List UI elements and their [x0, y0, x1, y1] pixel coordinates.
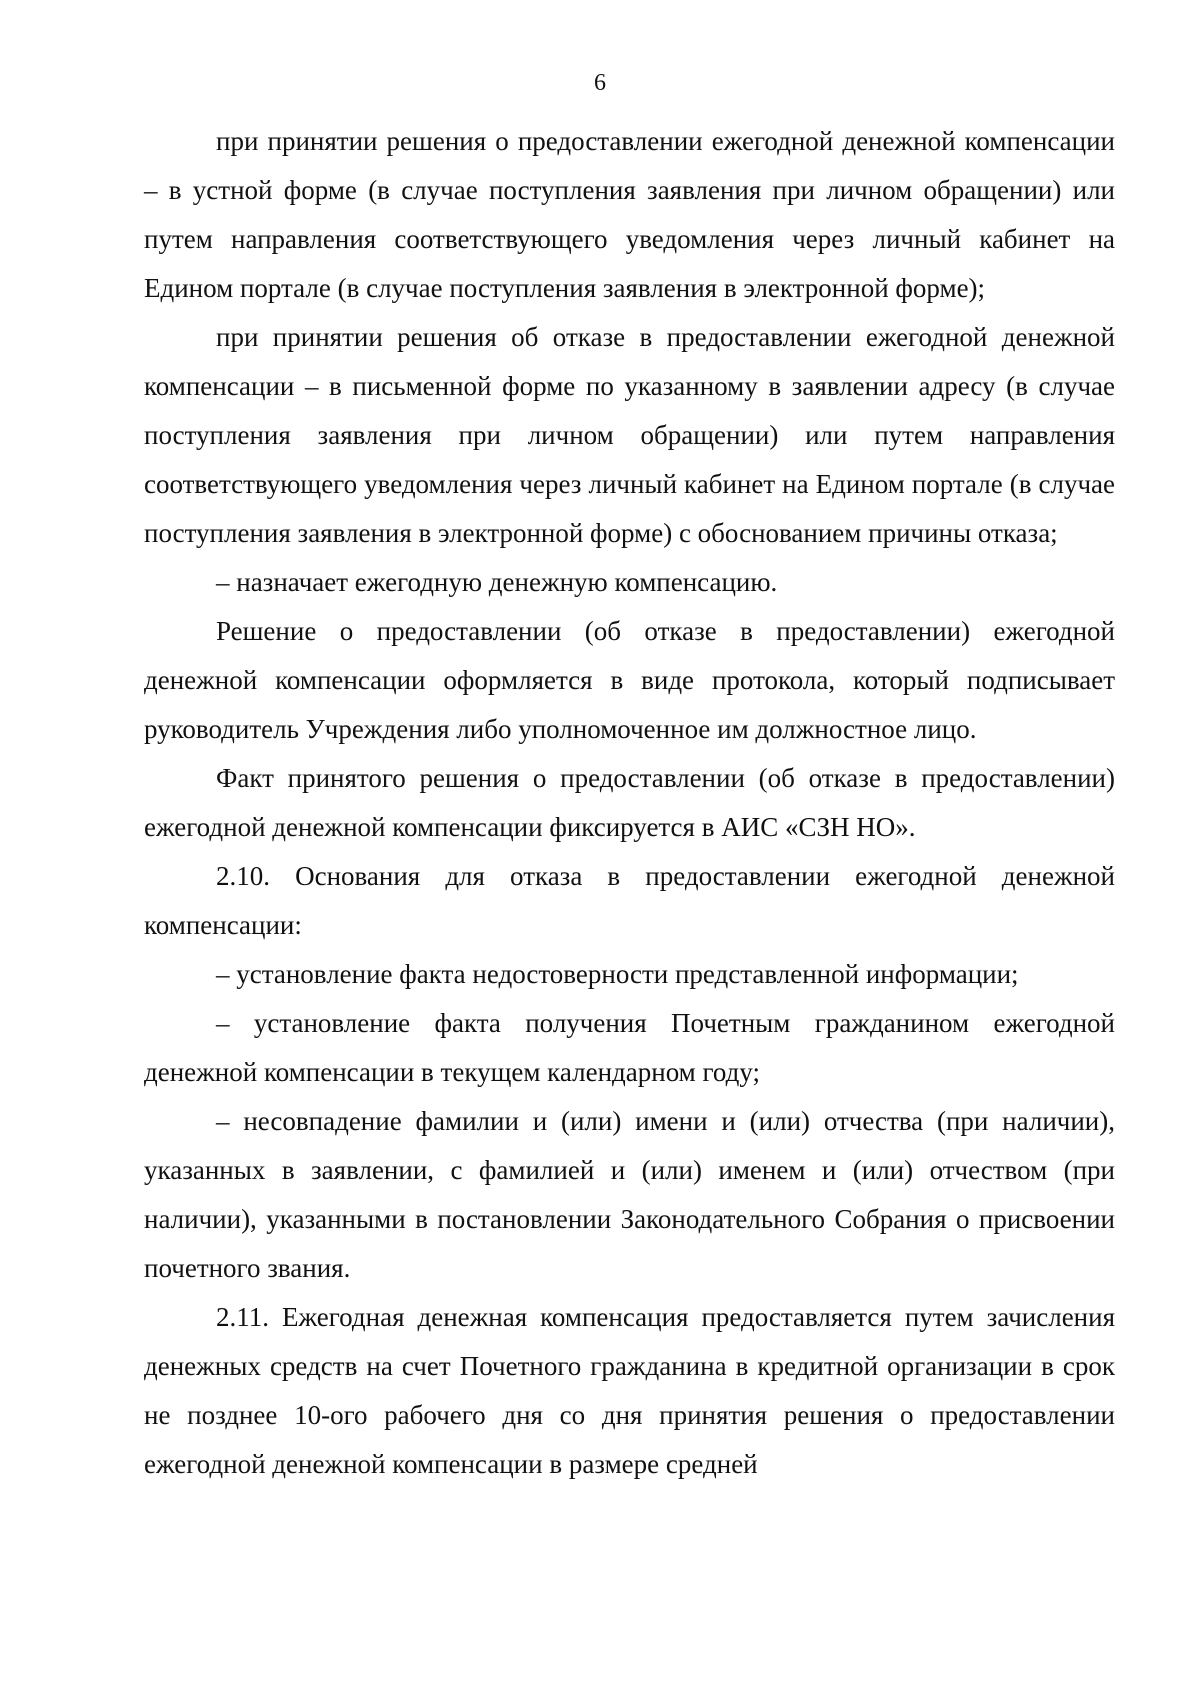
paragraph-ground-name-mismatch: – несовпадение фамилии и (или) имени и (или) отчества (при наличии), указанных в заявлении, с фамилией и (или) именем и (или) отчеством (при наличии), указанными в постановлении Законодательного Собрания о присвоении почетного звания.	[144, 1106, 1115, 1283]
paragraph-section-2-10: 2.10. Основания для отказа в предоставлении ежегодной денежной компенсации:	[144, 861, 1115, 940]
paragraph-ground-already-received: – установление факта получения Почетным гражданином ежегодной денежной компенсации в текущем календарном году;	[144, 1008, 1115, 1087]
paragraph-section-2-11: 2.11. Ежегодная денежная компенсация предоставляется путем зачисления денежных средств на счет Почетного гражданина в кредитной организации в срок не позднее 10-ого рабочего дня со дня принятия решения о предоставлении ежегодной денежной компенсации в размере средней	[144, 1302, 1115, 1479]
paragraph-decision-recorded: Факт принятого решения о предоставлении (об отказе в предоставлении) ежегодной денежной компенсации фиксируется в АИС «СЗН НО».	[144, 763, 1115, 842]
paragraph-decision-protocol: Решение о предоставлении (об отказе в предоставлении) ежегодной денежной компенсации оформляется в виде протокола, который подписывает руководитель Учреждения либо уполномоченное им должностное лицо.	[144, 616, 1115, 744]
paragraph-ground-inaccurate-info: – установление факта недостоверности представленной информации;	[216, 959, 1019, 989]
page-number: 6	[594, 70, 606, 96]
document-body	[144, 117, 1115, 1489]
paragraph-assigns-compensation: – назначает ежегодную денежную компенсацию.	[216, 567, 778, 597]
paragraph-oral-decision: при принятии решения о предоставлении ежегодной денежной компенсации – в устной форме (в случае поступления заявления при личном обращении) или путем направления соответствующего уведомления через личный кабинет на Едином портале (в случае поступления заявления в электронной форме);	[144, 126, 1115, 303]
paragraph-refusal-decision: при принятии решения об отказе в предоставлении ежегодной денежной компенсации – в письменной форме по указанному в заявлении адресу (в случае поступления заявления при личном обращении) или путем направления соответствующего уведомления через личный кабинет на Едином портале (в случае поступления заявления в электронной форме) с обоснованием причины отказа;	[144, 322, 1115, 548]
